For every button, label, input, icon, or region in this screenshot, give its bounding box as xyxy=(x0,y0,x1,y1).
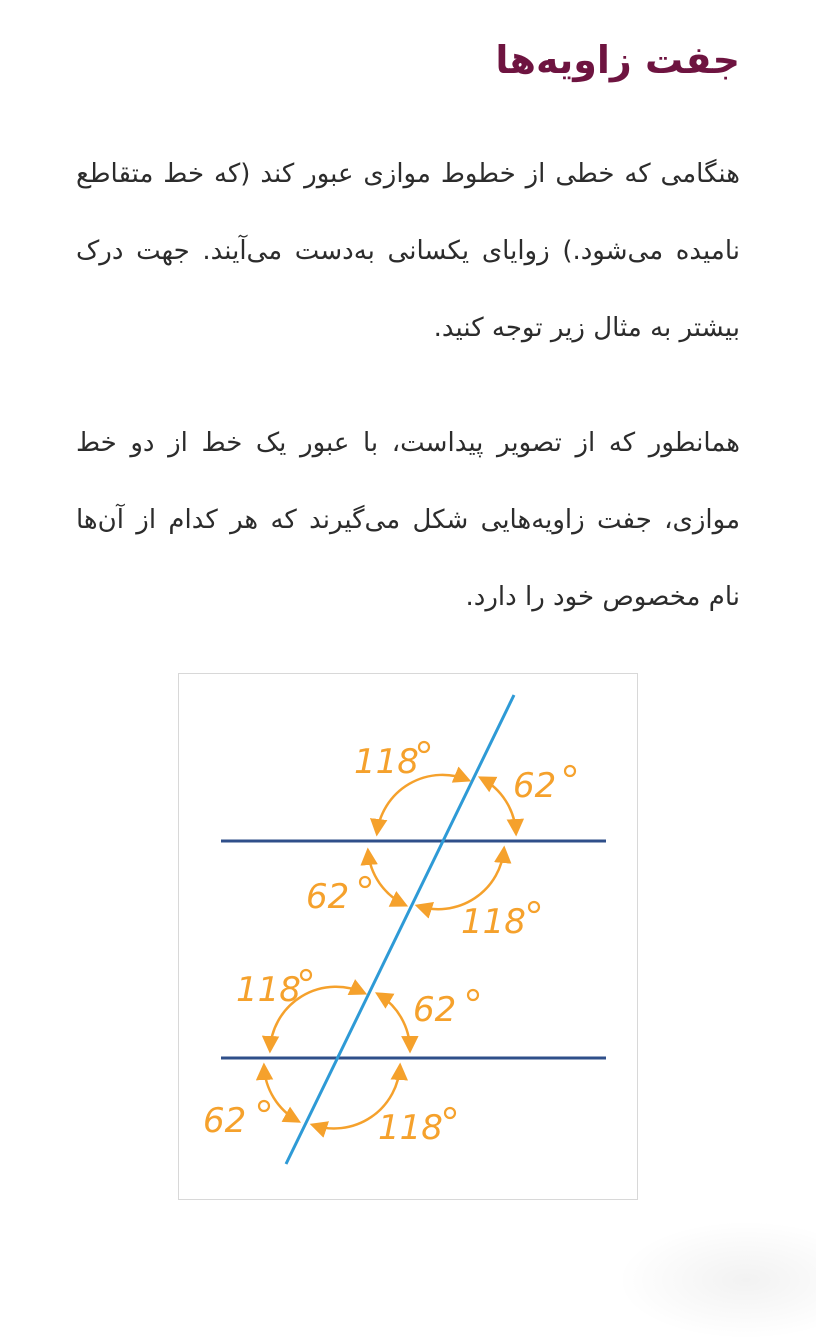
degree-symbol xyxy=(301,970,311,980)
label-bottom-upper-right: 62 xyxy=(413,990,457,1030)
degree-symbol xyxy=(529,902,539,912)
arc-top-lower-right xyxy=(418,849,504,909)
degree-symbol xyxy=(419,742,429,752)
label-top-upper-right: 62 xyxy=(513,766,557,806)
section-title: جفت زاویه‌ها xyxy=(495,38,740,82)
label-bottom-upper-left: 118 xyxy=(236,970,301,1010)
explanation-paragraph: همانطور که از تصویر پیداست، با عبور یک خط از دو خط موازی، جفت زاویه‌هایی شکل می‌گیرند که هر کدام از آن‌ها نام مخصوص خود را دارد. xyxy=(76,428,740,612)
label-top-lower-right: 118 xyxy=(461,902,526,942)
intro-paragraph: هنگامی که خطی از خطوط موازی عبور کند (که خط متقاطع نامیده می‌شود.) زوایای یکسانی به‌دست می‌آیند. جهت درک بیشتر به مثال زیر توجه کنید. xyxy=(76,159,740,343)
degree-symbol xyxy=(360,877,370,887)
label-top-upper-left: 118 xyxy=(354,742,419,782)
arc-top-lower-left xyxy=(368,851,405,905)
arc-top-upper-right xyxy=(481,778,516,833)
arc-bottom-upper-right xyxy=(378,994,410,1050)
degree-symbol xyxy=(468,990,478,1000)
label-bottom-lower-right: 118 xyxy=(378,1108,443,1148)
degree-symbol xyxy=(565,766,575,776)
angle-pairs-diagram xyxy=(178,673,638,1200)
label-bottom-lower-left: 62 xyxy=(203,1101,247,1141)
bottom-corner-shadow xyxy=(616,1220,816,1340)
degree-symbol xyxy=(445,1108,455,1118)
angle-pairs-figure xyxy=(178,673,638,1200)
arc-bottom-lower-left xyxy=(264,1066,298,1121)
degree-symbol xyxy=(259,1101,269,1111)
arc-top-upper-left xyxy=(377,775,468,833)
label-top-lower-left: 62 xyxy=(306,877,350,917)
